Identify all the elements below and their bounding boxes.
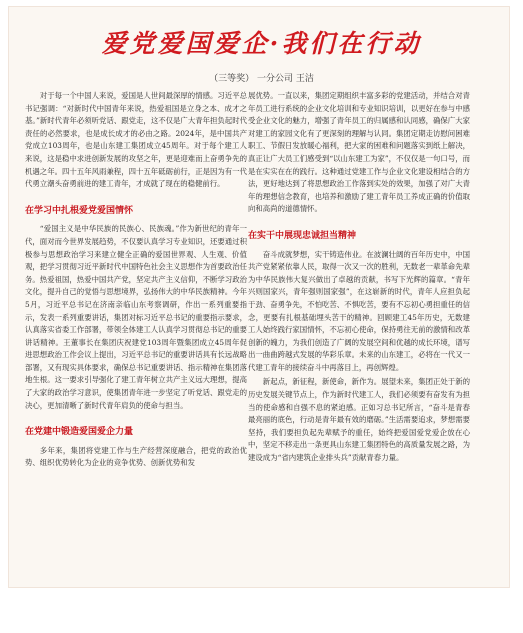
left-column [25,90,247,472]
practice-paragraph: 奋斗成就梦想，实干铸造伟业。在波澜壮阔的百年历史中，中国共产党紧紧依靠人民，取得一次又一次的胜利，无数老一辈革命先辈为中华民族伟大复兴做出了卓越的贡献，书写下光辉的篇章。“青年兴则国家兴，青年强则国家强”，在这崭新的时代，青年人应担负起于劲、奋勇争先，不怕吃苦、不惧吃苦，要有不忘初心勇担重任的信念，更要有扎根基础埋头苦干的精神。回顾建工45年历史，无数建工人始终践行家国情怀，不忘初心使命，保持勇往无前的激情和改革创新的魄力，为我们创造了广阔的发展空间和优越的成长环境，谱写出一曲曲跨越式发展的华彩乐章。未来的山东建工，必将在一代又一代建工青年的接续奋斗中再落目上，再创辉煌。 [248,249,470,372]
article-title: 爱党爱国爱企·我们在行动 [101,29,422,58]
page-bottom-margin [0,590,523,633]
intro-paragraph: 对于每一个中国人来说，爱国是人世间最深厚的情感。习近平总书记强调：“对新时代中国青年来说，热爱祖国是立身之本、成才之基。”新时代青年必须听党话、跟党走，这不仅是广大青年担负起时代责任的必然要求，也是成长成才的必由之路。2024年，是中国共产党成立103周年，也是山东建工集团成立45周年。对于每个建工人来说，这是稳中求进创新发展的攻坚之年，更是迎难而上奋勇争先的机遇之年。四十五年风雨兼程，四十五年砥砺前行，正是因为有一代代勇立潮头奋勇前进的建工青年，才成就了现在的稳健前行。 [25,91,247,189]
right-column [248,90,470,467]
article-byline: （三等奖） 一分公司 王洁 [209,74,314,84]
section-heading-practice: 在实干中展现忠诚担当精神 [248,230,357,241]
section-heading-study: 在学习中扎根爱党爱国情怀 [25,205,134,216]
party-building-continued-paragraph: 展优势。一直以来，集团定期组织丰富多彩的党建活动，并结合对青年员工进行系统的企业文化培训和专业知识培训，以更好在参与中感受企业文化的魅力，增强了青年员工的归属感和认同感，确保广大家对建工的家园文化有了更深刻的理解与认同。集团定期走访慰问困难职工、节假日发放暖心福利，把大家的困难和问题落实到纸上解决，真正让广大员工们感受到“以山东建工为家”，不仅仅是一句口号，而是在实实在在的践行。这种通过党建工作与企业文化建设相结合的方法，更好地达到了将思想政治工作落到实处的效果，加强了对广大青年的理想信念教育，也培养和激励了建工青年员工养成正确的价值取向和高尚的道德情怀。 [248,91,470,214]
party-building-paragraph: 多年来，集团将党建工作与生产经营深度融合，把党的政治优势、组织优势转化为企业的竞争优势、创新优势和发 [25,445,247,468]
conclusion-paragraph: 新起点，新征程，新使命，新作为。展望未来，集团正处于新的历史发展关键节点上，作为新时代建工人，我们必须要有奋发有为担当的使命感和自强不息的紧迫感。正如习总书记所言，“奋斗是青春最亮丽的底色，行动是青年最有效的磨砺。”生活需要追求，梦想需要坚持，我们要担负起先辈赋予的重任，始终把爱国爱党爱企放在心中，坚定不移走出一条更具山东建工集团特色的高质量发展之路，为建设成为“省内建筑企业排头兵”贡献青春力量。 [248,377,470,463]
study-paragraph: “爱国主义是中华民族的民族心、民族魂。”作为新世纪的青年一代，面对而今世界发展趋势，不仅要认真学习专业知识，还要通过积极参与思想政治学习来建立健全正确的爱国世界观、人生观、价值观，把学习贯彻习近平新时代中国特色社会主义思想作为首要政治任务。热爱祖国，热爱中国共产党，坚定共产主义信仰，不断学习政治文化，提升自己的觉悟与思想境界，弘扬伟大的中华民族精神。今年5月，习近平总书记在济南亲临山东考察调研，作出一系列重要指示，发表一系列重要讲话，集团对标习近平总书记的重要指示要求，认真落实省委工作部署，带领全体建工人认真学习贯彻总书记的重要讲话精神。王董事长在集团庆祝建党103周年暨集团成立45周年促进思想政治工作会议上提出，习近平总书记的重要讲话具有长远战略部署，又有现实具体要求，确保总书记重要讲话、指示精神在集团落地生根。这一要求引导强化了建工青年树立共产主义远大理想，提高了大家的政治学习意识，使集团青年进一步坚定了听党话、跟党走的决心，更加清晰了新时代青年肩负的使命与担当。 [25,224,247,410]
section-heading-party-building: 在党建中锻造爱国爱企力量 [25,427,134,438]
